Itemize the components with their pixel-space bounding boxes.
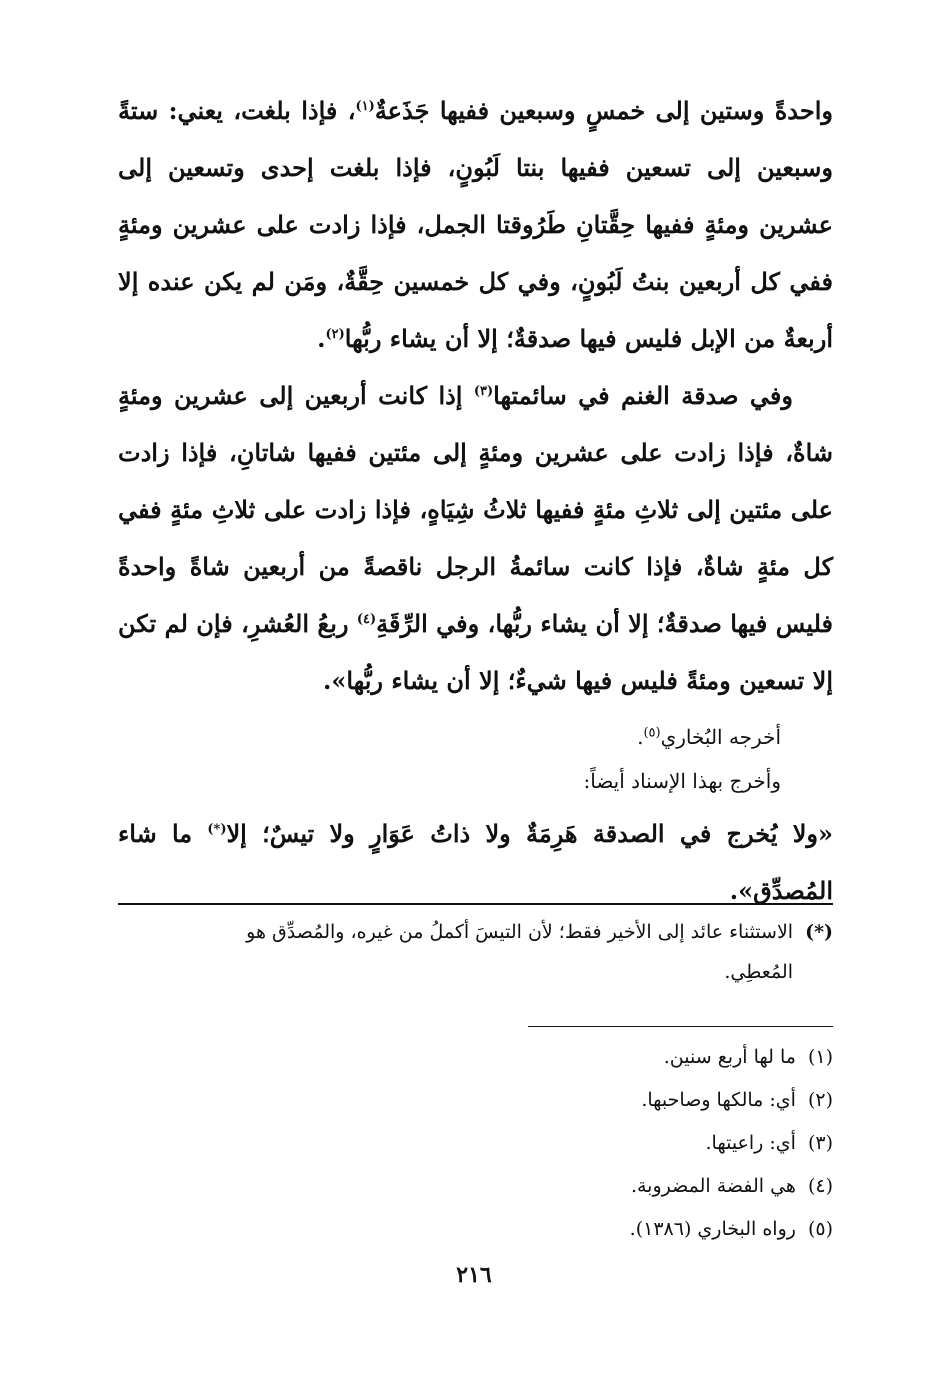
footnote-separator <box>118 903 833 905</box>
star-footnote <box>118 912 833 992</box>
page-number: ٢١٦ <box>456 1262 492 1288</box>
paragraph-end: . <box>317 324 326 353</box>
footnote-text: هي الفضة المضروبة. <box>630 1175 796 1197</box>
footnote-text: ما لها أربع سنين. <box>663 1046 796 1068</box>
footnote-text: أي: مالكها وصاحبها. <box>641 1089 796 1111</box>
hadith-paragraph <box>118 805 833 919</box>
footnote-number: (٢) <box>807 1089 833 1111</box>
footnote-item <box>118 1079 833 1122</box>
source-text: أخرجه البُخاري <box>660 725 781 749</box>
star-note-continuation: المُعطِي. <box>724 961 793 983</box>
paragraph-text: ، فإذا بلغت، يعني: ستةً وسبعين إلى تسعين ففيها بنتا لَبُونٍ، فإذا بلغت إحدى وتسعين إلى عشرين ومئةٍ ففيها حِقَّتانِ طَرُوقتا الجمل، فإذا زادت على عشرين ومئةٍ ففي كل أربعين بنتُ لَبُونٍ، وفي كل خمسين حِقَّةٌ، ومَن لم يكن عنده إلا أربعةٌ من الإبل فليس فيها صدقةٌ؛ إلا أن يشاء ربُّها <box>118 96 833 353</box>
footnote-text: أي: راعيتها. <box>705 1132 796 1154</box>
footnote-ref-1[interactable]: (١) <box>355 99 375 114</box>
footnote-item <box>118 1165 833 1208</box>
paragraph-text: إذا كانت أربعين إلى عشرين ومئةٍ شاةٌ، فإذا زادت على عشرين ومئةٍ إلى مئتين ففيها شاتانِ، فإذا زادت على مئتين إلى ثلاثِ مئةٍ ففيها ثلاثُ شِيَاهٍ، فإذا زادت على ثلاثِ مئةٍ ففي كل مئةٍ شاةٌ، فإذا كانت سائمةُ الرجل ناقصةً من أربعين شاةً واحدةً فليس فيها صدقةٌ؛ إلا أن يشاء ربُّها، وفي الرِّقَةِ <box>118 381 833 638</box>
footnote-ref-star[interactable]: (*) <box>207 822 227 837</box>
footnote-number: (١) <box>807 1046 833 1068</box>
footnote-item <box>118 1036 833 1079</box>
paragraph-text: واحدةً وستين إلى خمسٍ وسبعين ففيها جَذَعةٌ <box>374 96 833 125</box>
hadith-text: ما شاء المُصدِّق». <box>118 819 833 905</box>
footnote-text: رواه البخاري (١٣٨٦). <box>629 1218 796 1240</box>
footnote-ref-3[interactable]: (٣) <box>473 384 494 399</box>
footnote-number: (٣) <box>807 1132 833 1154</box>
paragraph-sheep <box>118 367 833 709</box>
footnote-number: (٥) <box>807 1218 833 1240</box>
isnad-note: وأخرج بهذا الإسناد أيضاً: <box>583 769 781 793</box>
footnote-ref-2[interactable]: (٢) <box>325 327 345 342</box>
footnote-item <box>118 1122 833 1165</box>
paragraph-camels <box>118 82 833 367</box>
source-end: . <box>637 725 644 749</box>
star-note-text: الاستثناء عائد إلى الأخير فقط؛ لأن التيسَ أكملُ من غيره، والمُصدِّق هو <box>246 921 794 943</box>
main-text <box>118 82 833 919</box>
source-note <box>118 715 833 759</box>
hadith-text: «ولا يُخرج في الصدقة هَرِمَةٌ ولا ذاتُ عَوَارٍ ولا تيسٌ؛ إلا <box>226 819 833 848</box>
paragraph-text: ربعُ العُشرِ، فإن لم تكن إلا تسعين ومئةً فليس فيها شيءٌ؛ إلا أن يشاء ربُّها». <box>118 609 833 695</box>
footnote-ref-4[interactable]: (٤) <box>356 612 377 627</box>
footnote-list <box>118 1036 833 1251</box>
footnote-short-separator <box>528 1026 833 1027</box>
footnote-number: (٤) <box>807 1175 833 1197</box>
paragraph-text: وفي صدقة الغنم في سائمتها <box>493 381 793 410</box>
footnote-ref-5[interactable]: (٥) <box>643 725 661 741</box>
star-marker: (*) <box>805 921 833 943</box>
footnote-item <box>118 1208 833 1251</box>
